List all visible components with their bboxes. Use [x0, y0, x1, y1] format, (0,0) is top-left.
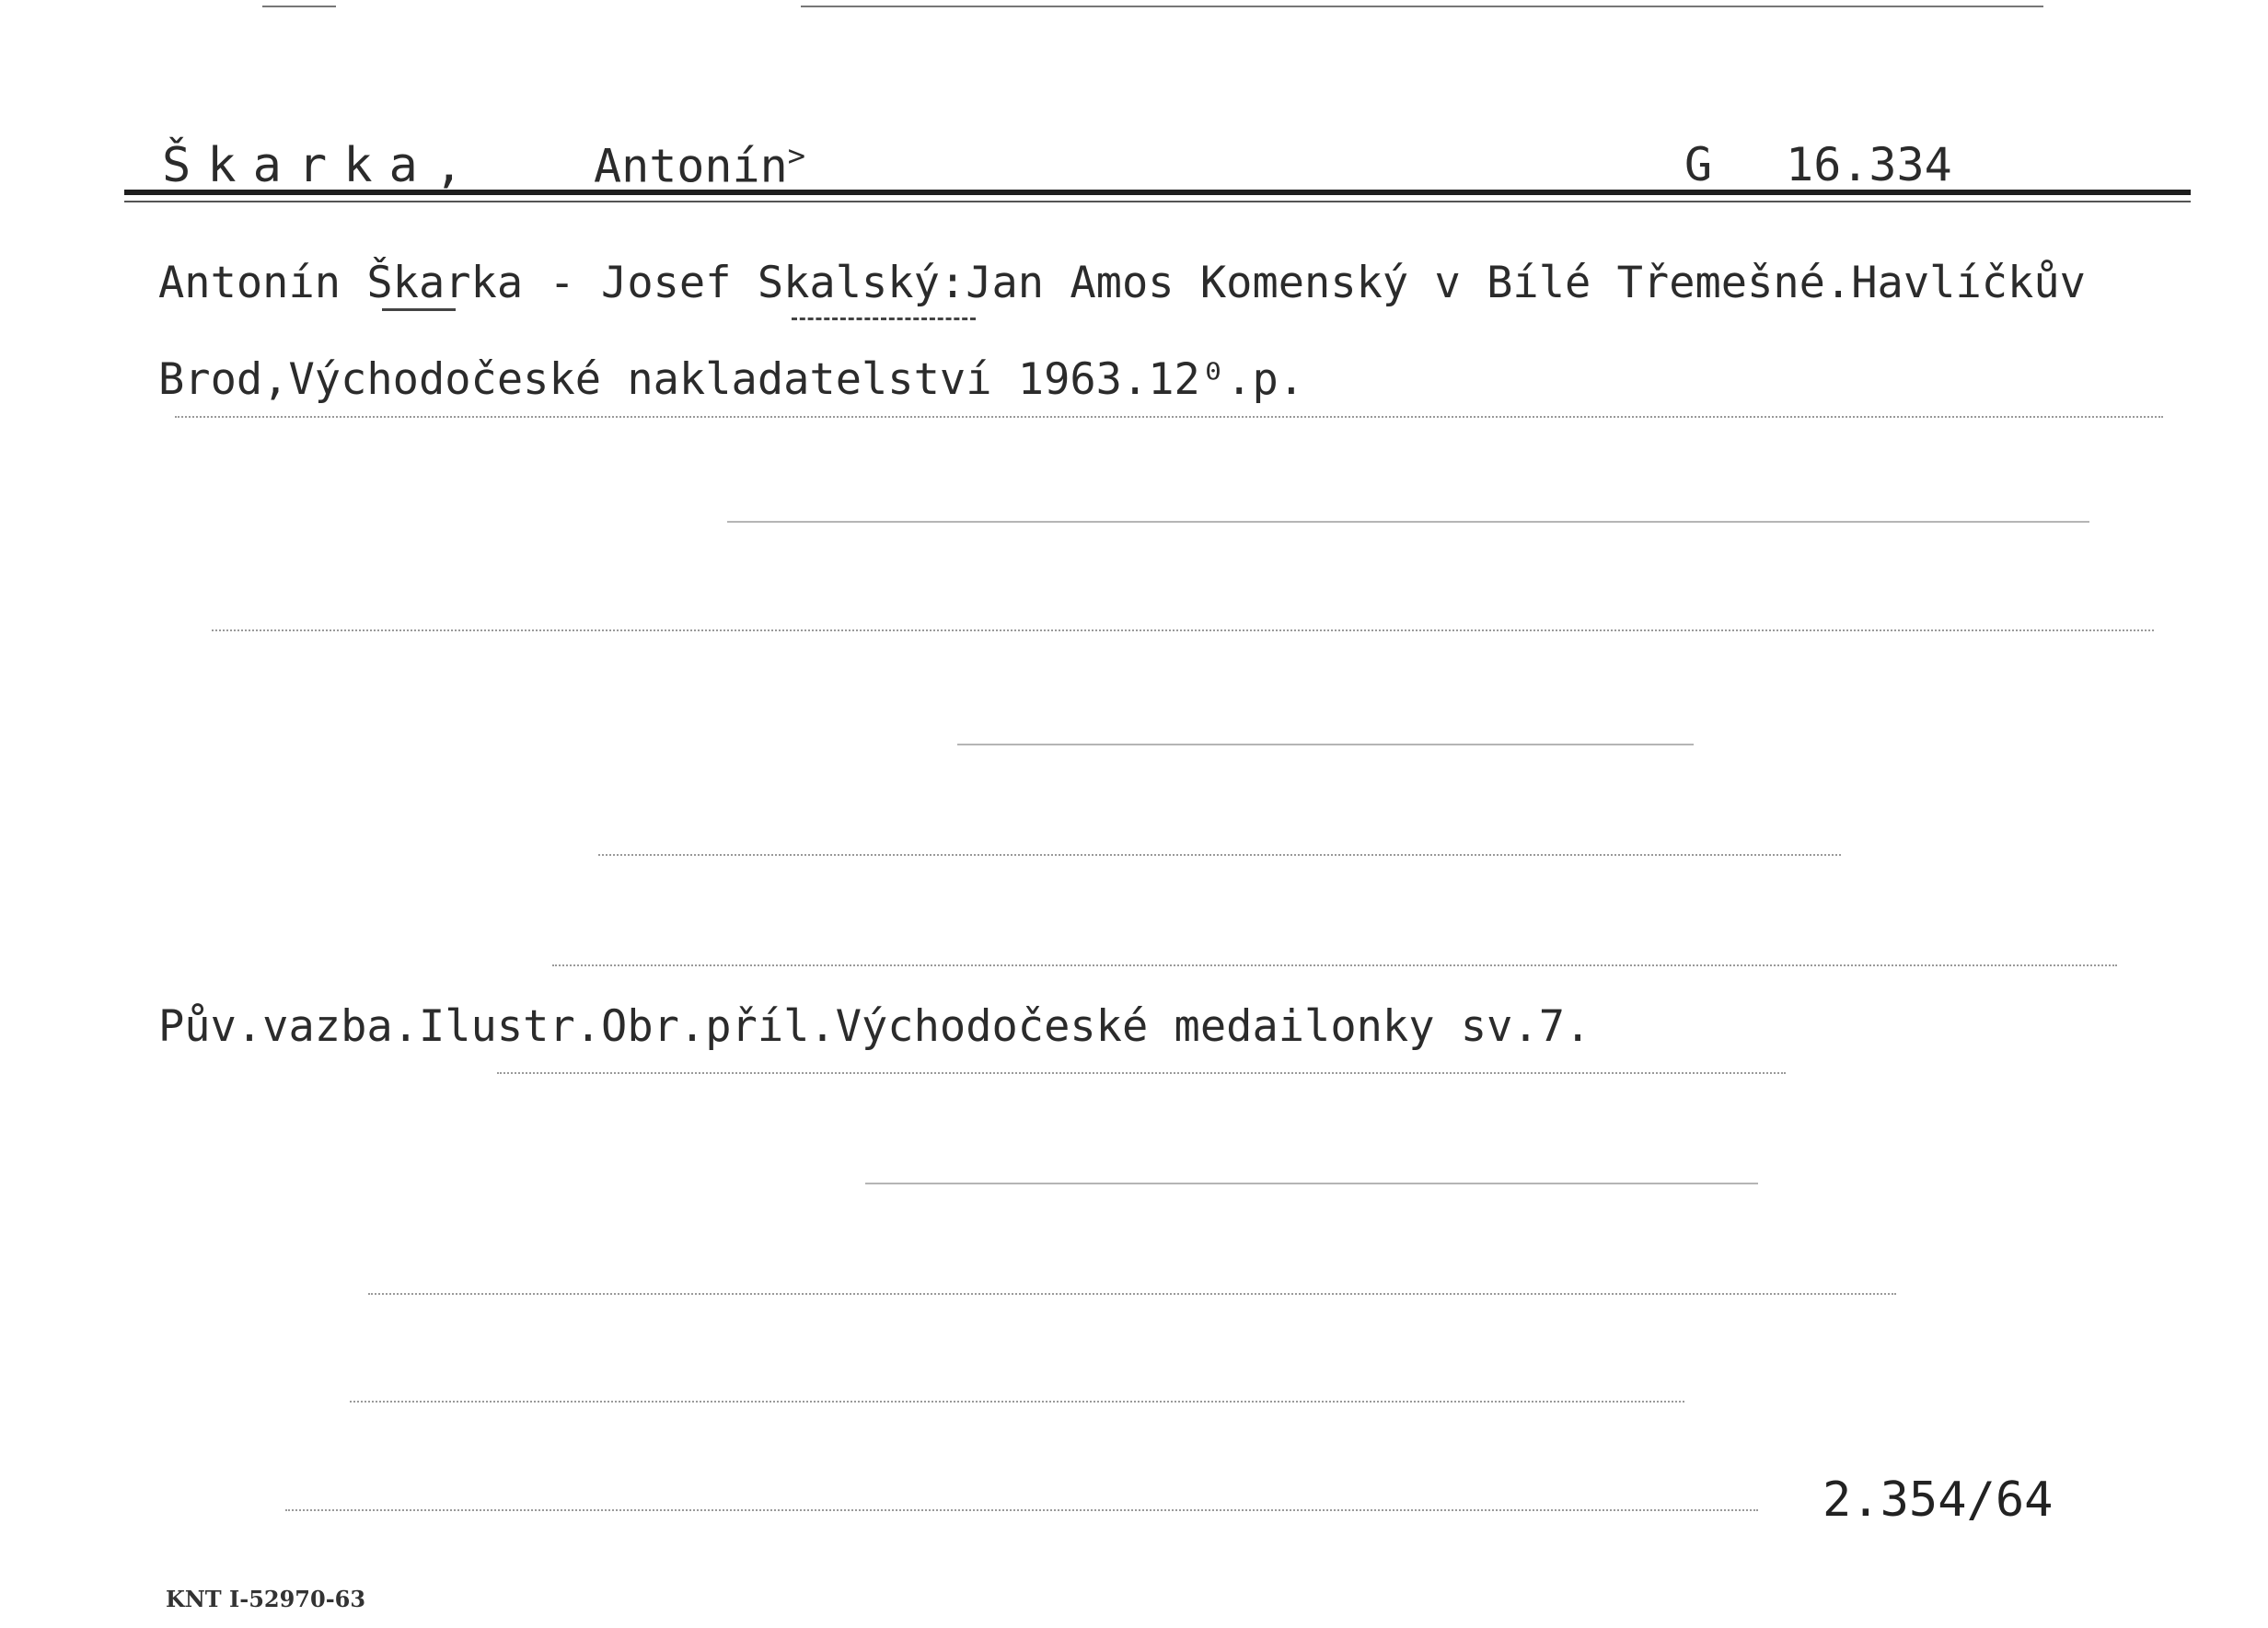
ruled-line: [552, 964, 2117, 966]
ruled-line: [368, 1293, 1896, 1295]
coauthor-underline: [792, 318, 976, 320]
entry-note: Pův.vazba.Ilustr.Obr.příl.Východočeské medailonky sv.7.: [158, 1001, 1591, 1052]
ruled-line: [175, 416, 2163, 418]
ruled-line: [285, 1509, 1758, 1511]
ruled-line: [497, 1072, 1786, 1074]
signature-number: 16.334: [1786, 138, 1952, 191]
heading-author-given: [594, 138, 805, 193]
author-mark: >: [787, 138, 805, 173]
shelf-signature: [1684, 138, 1952, 191]
ruled-line: [350, 1401, 1684, 1403]
top-edge-rule: [801, 6, 2043, 7]
entry-line-2: Brod,Východočeské nakladatelství 1963.12⁰.p.: [158, 354, 1305, 405]
author-given-name: Antonín: [594, 139, 788, 193]
ruled-line: [212, 629, 2154, 631]
top-edge-rule-short: [262, 6, 336, 7]
ruled-line: [727, 521, 2089, 523]
heading-author-surname: Škarka,: [162, 138, 480, 193]
heading-rule-thin: [124, 201, 2191, 202]
ruled-line: [598, 854, 1841, 856]
ruled-line: [865, 1183, 1758, 1184]
footer-code: KNT I-52970-63: [166, 1586, 366, 1612]
ruled-line: [957, 744, 1694, 745]
author-underline: [382, 308, 456, 311]
entry-line-1: Antonín Škarka - Josef Skalský:Jan Amos Komenský v Bílé Třemešné.Havlíčkův: [158, 258, 2086, 308]
signature-prefix: G: [1684, 138, 1713, 191]
accession-number: 2.354/64: [1822, 1472, 2054, 1528]
heading-rule: [124, 190, 2191, 195]
